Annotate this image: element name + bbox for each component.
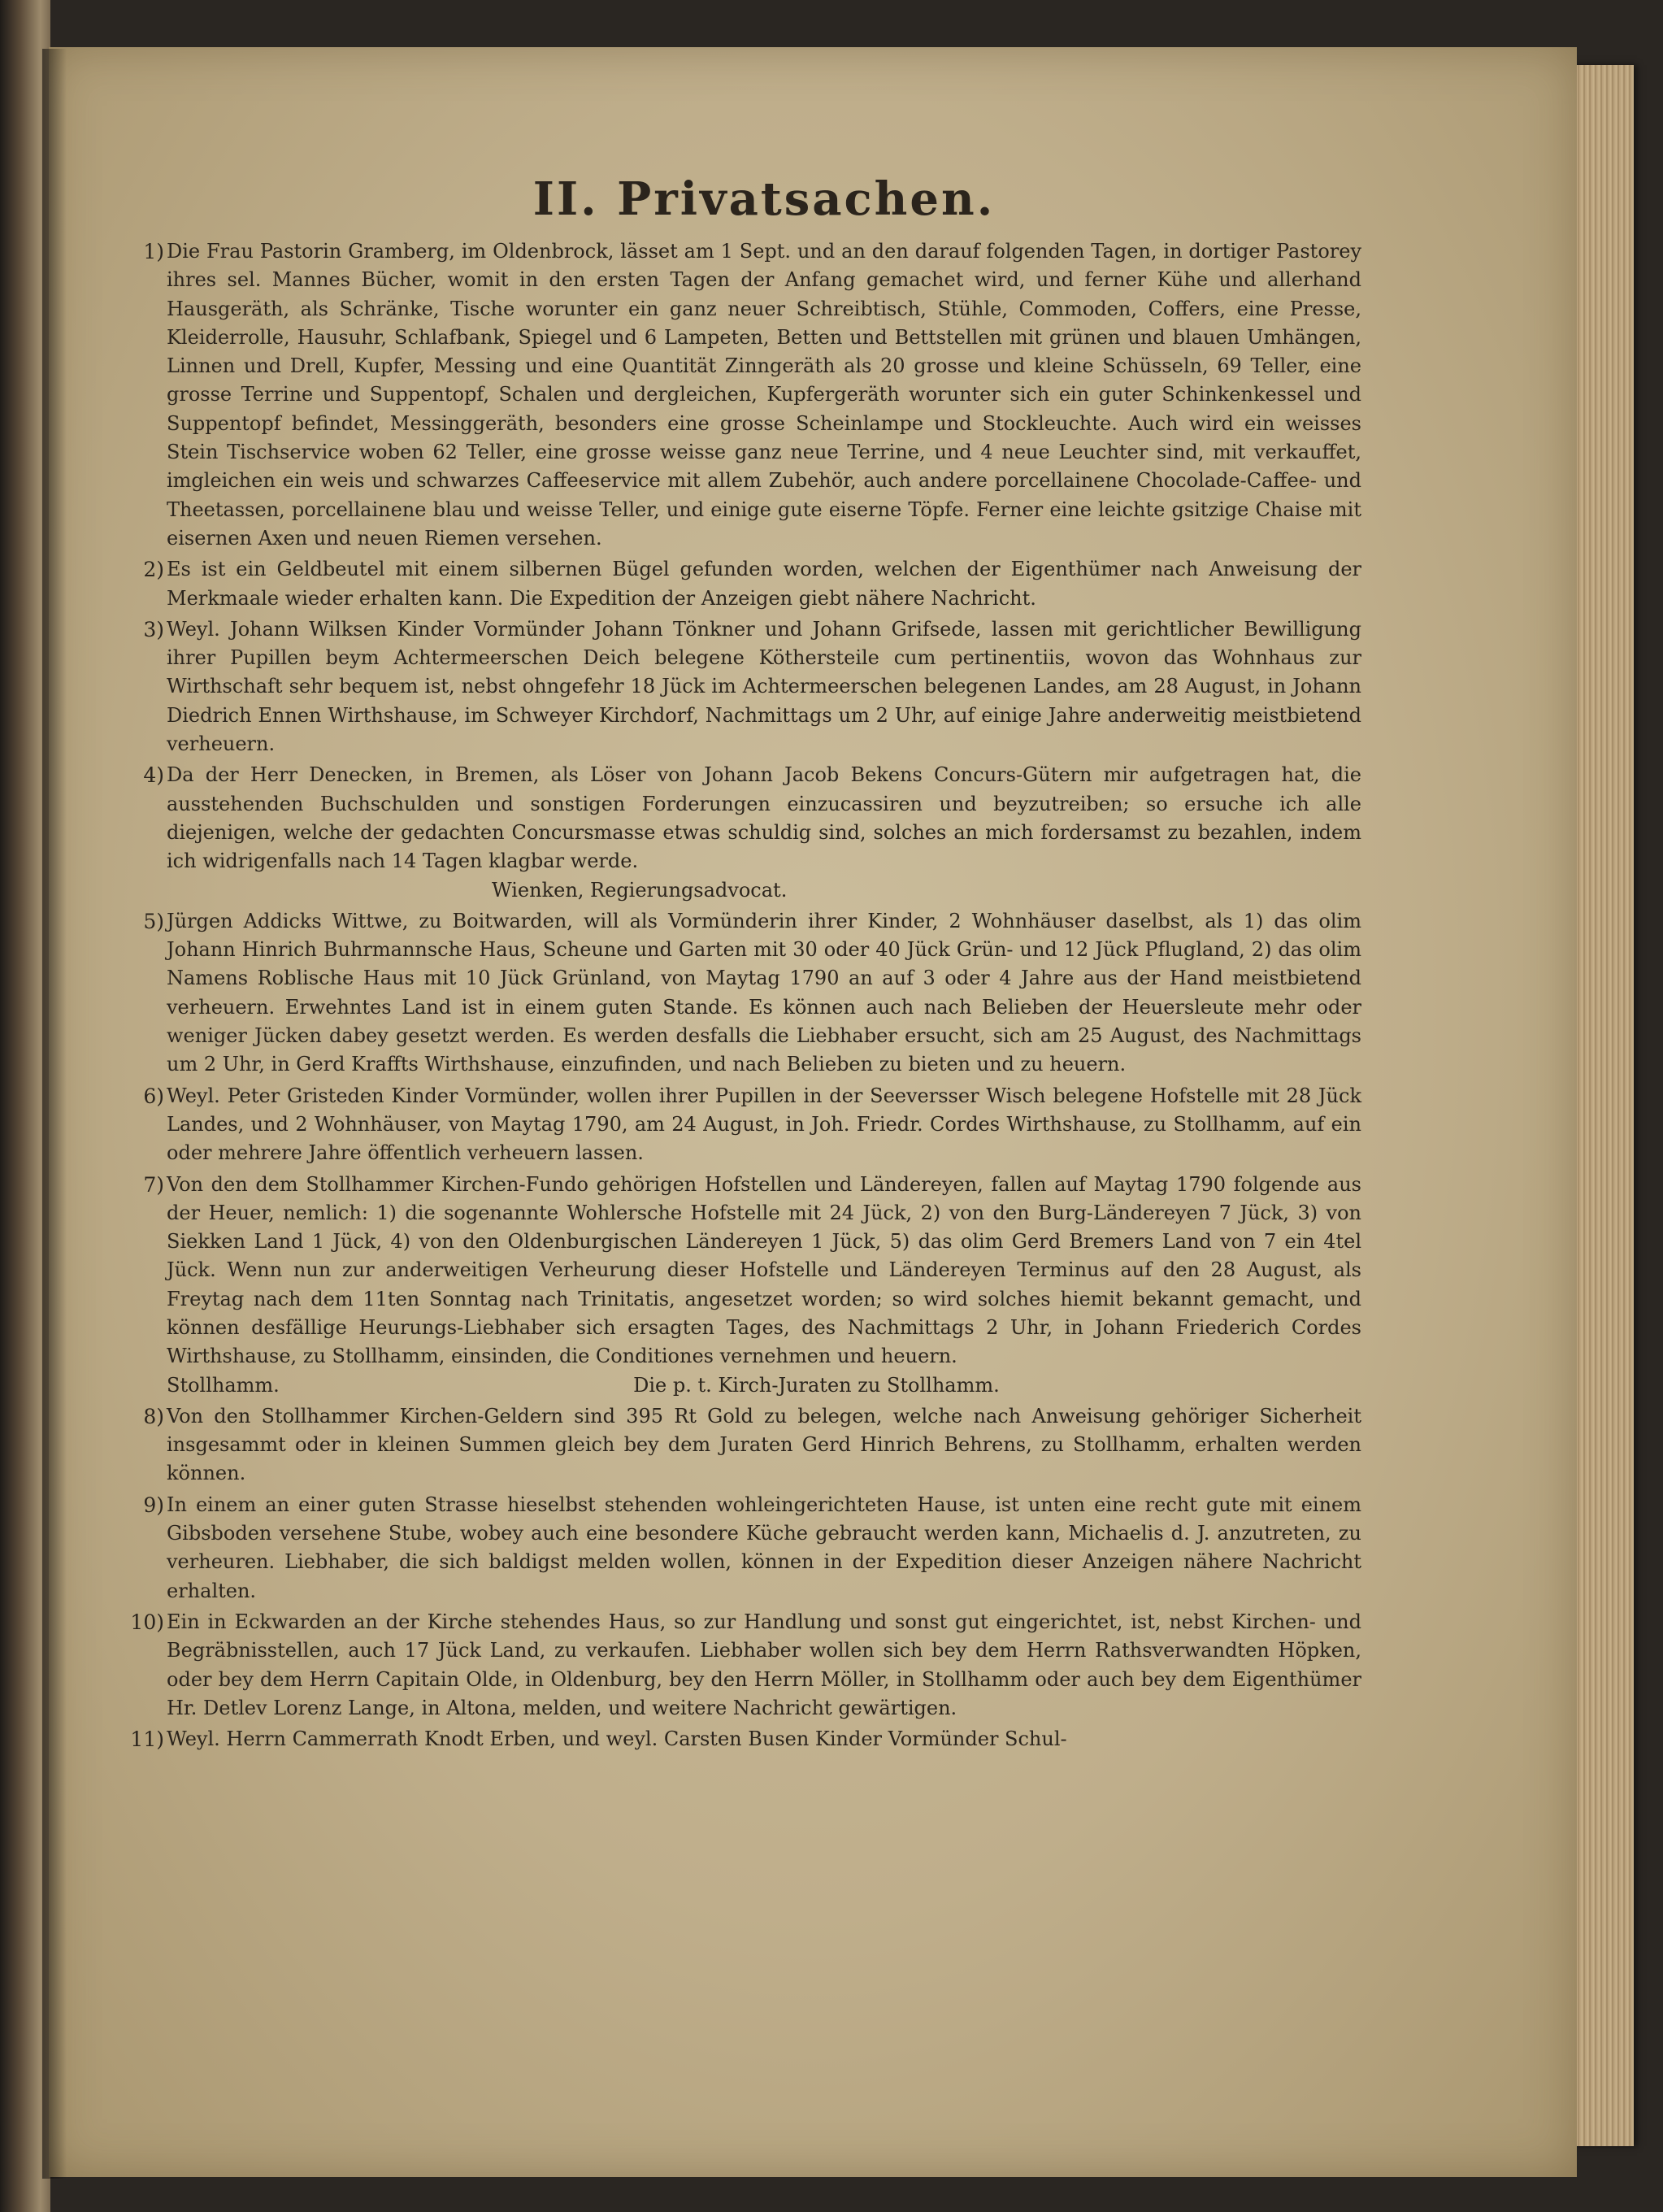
entry-text: Von den Stollhammer Kirchen-Geldern sind 395 Rt Gold zu belegen, welche nach Anweisung gehöriger Sicherheit insgesammt oder in kleinen Summen gleich bey dem Juraten Gerd Hinrich Behrens, zu Stollhamm, erhalten werden können. <box>167 1404 1361 1485</box>
entry-number: 10) <box>130 1610 164 1634</box>
entry-text: Ein in Eckwarden an der Kirche stehendes Haus, so zur Handlung und sonst gut eingerichtet, ist, nebst Kirchen- und Begräbnisstellen, auch 17 Jück Land, zu verkaufen. Liebhaber wollen sich bey dem Herrn Rathsverwandten Höpken, oder bey dem Herrn Capitain Olde, in Oldenburg, bey den Herrn Möller, in Stollhamm oder auch bey dem Eigenthümer Hr. Detlev Lorenz Lange, in Altona, melden, und weitere Nachricht gewärtigen. <box>167 1610 1361 1719</box>
entry-text: Jürgen Addicks Wittwe, zu Boitwarden, will als Vormünderin ihrer Kinder, 2 Wohnhäuser daselbst, als 1) das olim Johann Hinrich Buhrmannsche Haus, Scheune und Garten mit 30 oder 40 Jück Grün- und 12 Jück Pflugland, 2) das olim Namens Roblische Haus mit 10 Jück Grünland, von Maytag 1790 an auf 3 oder 4 Jahre aus der Hand meistbietend verheuern. Erwehntes Land ist in einem guten Stande. Es können auch nach Belieben der Heuersleute mehr oder weniger Jücken dabey gesetzt werden. Es werden desfalls die Liebhaber ersucht, sich am 25 August, des Nachmittags um 2 Uhr, in Gerd Kraffts Wirthshause, einzufinden, und nach Belieben zu bieten und zu heuern. <box>167 909 1361 1076</box>
entry-number: 8) <box>143 1404 164 1428</box>
signature-place: Stollhamm. <box>167 1373 280 1397</box>
page-edges <box>1569 65 1634 2146</box>
spine-shadow <box>42 49 67 2179</box>
entry-number: 3) <box>143 617 164 641</box>
entry-10 <box>130 1608 1361 1723</box>
entry-number: 9) <box>143 1493 164 1517</box>
section-title: II. Privatsachen. <box>532 172 996 226</box>
entry-number: 5) <box>143 909 164 933</box>
entry-text: In einem an einer guten Strasse hieselbst stehenden wohleingerichteten Hause, ist unten eine recht gute mit einem Gibsboden versehene Stube, wobey auch eine besondere Küche gebraucht werden kann, Michaelis d. J. anzutreten, zu verheuren. Liebhaber, die sich baldigst melden wollen, können in der Expedition dieser Anzeigen nähere Nachricht erhalten. <box>167 1493 1361 1602</box>
entry-text: Es ist ein Geldbeutel mit einem silbernen Bügel gefunden worden, welchen der Eigenthümer nach Anweisung der Merkmaale wieder erhalten kann. Die Expedition der Anzeigen giebt nähere Nachricht. <box>167 558 1361 610</box>
entry-2 <box>143 555 1361 613</box>
entry-8 <box>143 1402 1361 1488</box>
entry-7 <box>143 1171 1361 1400</box>
entry-text: Die Frau Pastorin Gramberg, im Oldenbrock, lässet am 1 Sept. und an den darauf folgenden Tagen, in dortiger Pastorey ihres sel. Mannes Bücher, womit in den ersten Tagen der Anfang gemachet wird, und ferner Kühe und allerhand Hausgeräth, als Schränke, Tische worunter ein ganz neuer Schreibtisch, Stühle, Commoden, Coffers, eine Presse, Kleiderrolle, Hausuhr, Schlafbank, Spiegel und 6 Lampeten, Betten und Bettstellen mit grünen und blauen Umhängen, Linnen und Drell, Kupfer, Messing und eine Quantität Zinngeräth als 20 grosse und kleine Schüsseln, 69 Teller, eine grosse Terrine und Suppentopf, Schalen und dergleichen, Kupfergeräth worunter sich ein guter Schinkenkessel und Suppentopf befindet, Messinggeräth, besonders eine grosse Scheinlampe und Stockleuchte. Auch wird ein weisses Stein Tischservice woben 62 Teller, eine grosse weisse ganz neue Terrine, und 4 neue Leuchter sind, mit verkauffet, imgleichen ein weis und schwarzes Caffeeservice mit allem Zubehör, auch andere porcellainene Chocolade-Caffee- und Theetassen, porcellainene blau und weisse Teller, und einige gute eiserne Töpfe. Ferner eine leichte gsitzige Chaise mit eisernen Axen und neuen Riemen versehen. <box>167 240 1361 550</box>
entry-1 <box>143 237 1361 553</box>
entry-signature-place <box>167 1371 1361 1400</box>
entry-11 <box>130 1725 1361 1754</box>
entry-3 <box>143 615 1361 758</box>
entry-number: 11) <box>130 1727 164 1752</box>
entry-text: Von den dem Stollhammer Kirchen-Fundo gehörigen Hofstellen und Ländereyen, fallen auf Maytag 1790 folgende aus der Heuer, nemlich: 1) die sogenannte Wohlersche Hofstelle mit 24 Jück, 2) von den Burg-Ländereyen 7 Jück, 3) von Siekken Land 1 Jück, 4) von den Oldenburgischen Ländereyen 1 Jück, 5) das olim Gerd Bremers Land von 7 ein 4tel Jück. Wenn nun zur anderweitigen Verheurung dieser Hofstelle und Ländereyen Terminus auf den 28 August, als Freytag nach dem 11ten Sonntag nach Trinitatis, angesetzet worden; so wird solches hiemit bekannt gemacht, und können desfällige Heurungs-Liebhaber sich ersagten Tages, des Nachmittags 2 Uhr, in Johann Friederich Cordes Wirthshause, zu Stollhamm, einsinden, die Conditiones vernehmen und heuern. <box>167 1172 1361 1368</box>
page-text <box>130 171 1361 2057</box>
entry-5 <box>143 907 1361 1080</box>
entry-number: 4) <box>143 763 164 788</box>
entry-9 <box>143 1491 1361 1606</box>
signature-name: Die p. t. Kirch-Juraten zu Stollhamm. <box>633 1373 1000 1397</box>
entry-number: 1) <box>143 240 164 263</box>
entry-4 <box>143 761 1361 904</box>
entry-text: Da der Herr Denecken, in Bremen, als Löser von Johann Jacob Bekens Concurs-Gütern mir aufgetragen hat, die ausstehenden Buchschulden und sonstigen Forderungen einzucassiren und beyzutreiben; so ersuche ich alle diejenigen, welche der gedachten Concursmasse etwas schuldig sind, solches an mich fordersamst zu bezahlen, indem ich widrigenfalls nach 14 Tagen klagbar werde. <box>167 763 1361 873</box>
entry-text: Weyl. Peter Gristeden Kinder Vormünder, wollen ihrer Pupillen in der Seeversser Wisch belegene Hofstelle mit 28 Jück Landes, und 2 Wohnhäuser, von Maytag 1790, am 24 August, in Joh. Friedr. Cordes Wirthshause, zu Stollhamm, auf ein oder mehrere Jahre öffentlich verheuern lassen. <box>167 1084 1361 1165</box>
entry-number: 6) <box>143 1084 164 1108</box>
entry-number: 2) <box>143 558 164 582</box>
entry-number: 7) <box>143 1172 164 1197</box>
entry-6 <box>143 1082 1361 1168</box>
entry-signature: Wienken, Regierungsadvocat. <box>492 878 788 902</box>
entry-text: Weyl. Johann Wilksen Kinder Vormünder Johann Tönkner und Johann Grifsede, lassen mit gerichtlicher Bewilligung ihrer Pupillen beym Achtermeerschen Deich belegene Köthersteile cum pertinentiis, wovon das Wohnhaus zur Wirthschaft sehr bequem ist, nebst ohngefehr 18 Jück im Achtermeerschen belegenen Landes, am 28 August, in Johann Diedrich Ennen Wirthshause, im Schweyer Kirchdorf, Nachmittags um 2 Uhr, auf einige Jahre anderweitig meistbietend verheuern. <box>167 617 1361 756</box>
entry-text: Weyl. Herrn Cammerrath Knodt Erben, und weyl. Carsten Busen Kinder Vormünder Schul- <box>167 1727 1067 1751</box>
